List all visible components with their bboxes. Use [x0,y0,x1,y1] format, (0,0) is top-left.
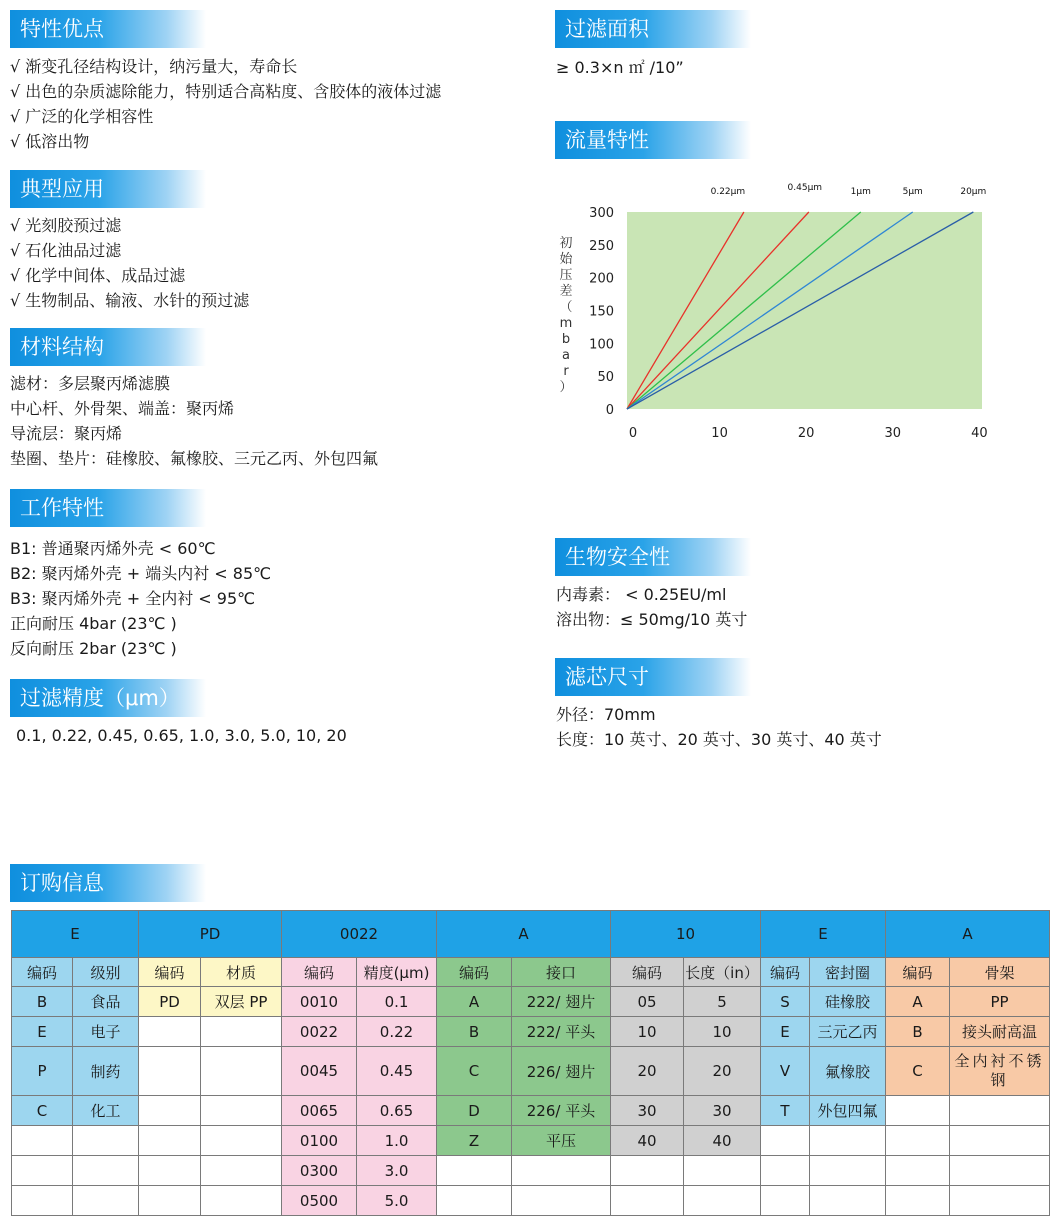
table-cell [886,1126,950,1156]
table-cell [139,1096,201,1126]
order-sub-header: 长度（in） [684,958,761,987]
table-cell [437,1186,512,1216]
table-cell: 0300 [282,1156,357,1186]
working-item: 正向耐压 4bar (23℃ ) [10,614,177,633]
order-top-cell: 10 [611,911,761,958]
applications-header: 典型应用 [10,170,206,208]
table-cell [611,1156,684,1186]
materials-item: 滤材：多层聚丙烯滤膜 [10,374,171,393]
table-cell [437,1156,512,1186]
table-cell: 20 [611,1047,684,1096]
order-header: 订购信息 [10,864,206,902]
table-cell: C [437,1047,512,1096]
materials-item: 中心杆、外骨架、端盖：聚丙烯 [10,399,235,418]
table-cell: PP [950,987,1050,1017]
table-cell: V [761,1047,810,1096]
order-sub-header: 接口 [512,958,611,987]
table-cell [201,1017,282,1047]
working-item: B1: 普通聚丙烯外壳 < 60℃ [10,539,216,558]
table-cell [73,1156,139,1186]
table-cell [201,1126,282,1156]
table-cell: C [12,1096,73,1126]
table-cell [886,1096,950,1126]
table-cell: P [12,1047,73,1096]
table-cell [12,1156,73,1186]
y-axis-label-char: 初 [559,236,573,251]
table-cell: 226/ 平头 [512,1096,611,1126]
working-item: 反向耐压 2bar (23℃ ) [10,639,177,658]
biosafety-item: 溶出物：≤ 50mg/10 英寸 [556,610,748,629]
features-header: 特性优点 [10,10,206,48]
table-cell: 40 [611,1126,684,1156]
materials-list [10,371,378,471]
y-tick-label: 250 [589,238,614,254]
table-cell: E [12,1017,73,1047]
y-tick-label: 100 [589,337,614,353]
y-axis-label-char: 始 [559,252,573,267]
y-axis-label-char: b [561,332,571,347]
table-cell [201,1186,282,1216]
order-top-cell: PD [139,911,282,958]
table-cell: 20 [684,1047,761,1096]
table-cell: 全内衬不锈钢 [950,1047,1050,1096]
table-cell [611,1186,684,1216]
table-row [12,1096,1050,1126]
table-cell [512,1186,611,1216]
table-cell: 0010 [282,987,357,1017]
x-tick-label: 20 [797,426,815,441]
table-cell: 食品 [73,987,139,1017]
order-sub-header: 骨架 [950,958,1050,987]
x-tick-label: 30 [884,426,902,441]
table-cell: 三元乙丙 [810,1017,886,1047]
precision-header: 过滤精度（μm） [10,679,206,717]
table-cell: 5.0 [357,1186,437,1216]
applications-item: √ 化学中间体、成品过滤 [10,266,186,285]
y-axis-label-char: m [559,316,573,331]
table-cell [12,1126,73,1156]
order-top-cell: E [12,911,139,958]
table-cell [139,1047,201,1096]
table-cell [201,1047,282,1096]
table-cell [950,1186,1050,1216]
table-row [12,987,1050,1017]
area-value: ≥ 0.3×n ㎡ /10” [556,58,684,77]
y-tick-label: 0 [605,403,614,418]
table-cell: PD [139,987,201,1017]
table-cell [886,1186,950,1216]
working-header: 工作特性 [10,489,206,527]
series-label: 1μm [850,187,871,197]
flow-header: 流量特性 [555,121,751,159]
table-cell [12,1186,73,1216]
table-cell: B [886,1017,950,1047]
table-cell [684,1156,761,1186]
materials-item: 导流层：聚丙烯 [10,424,123,443]
y-axis-label-char: 压 [559,268,573,283]
order-sub-header: 编码 [611,958,684,987]
table-cell [139,1126,201,1156]
table-cell: 222/ 平头 [512,1017,611,1047]
y-tick-label: 300 [589,206,614,221]
order-top-cell: A [437,911,611,958]
table-cell [73,1126,139,1156]
order-top-cell: 0022 [282,911,437,958]
precision-values: 0.1, 0.22, 0.45, 0.65, 1.0, 3.0, 5.0, 10, 20 [16,726,347,745]
order-top-cell: E [761,911,886,958]
materials-item: 垫圈、垫片：硅橡胶、氟橡胶、三元乙丙、外包四氟 [10,449,379,468]
order-sub-header: 编码 [437,958,512,987]
y-axis-label-char: 差 [559,284,573,299]
order-sub-header: 编码 [761,958,810,987]
table-cell: 222/ 翅片 [512,987,611,1017]
table-cell [201,1096,282,1126]
order-sub-header: 编码 [12,958,73,987]
biosafety-list [556,582,747,632]
table-cell: 氟橡胶 [810,1047,886,1096]
table-cell [684,1186,761,1216]
table-cell [139,1017,201,1047]
table-cell: Z [437,1126,512,1156]
table-cell: 3.0 [357,1156,437,1186]
series-label: 5μm [902,187,923,197]
table-cell: 30 [684,1096,761,1126]
table-cell: A [886,987,950,1017]
y-tick-label: 200 [589,271,614,287]
table-cell [73,1186,139,1216]
applications-list [10,213,249,313]
working-item: B2: 聚丙烯外壳 + 端头内衬 < 85℃ [10,564,272,583]
size-list [556,702,882,752]
table-cell: 10 [684,1017,761,1047]
order-sub-header: 编码 [886,958,950,987]
table-cell: D [437,1096,512,1126]
order-sub-header: 编码 [139,958,201,987]
x-tick-label: 0 [628,426,638,441]
table-cell: 05 [611,987,684,1017]
biosafety-header: 生物安全性 [555,538,751,576]
flow-chart [552,175,1002,450]
y-tick-label: 150 [589,304,614,320]
table-cell [950,1126,1050,1156]
table-cell: 0.45 [357,1047,437,1096]
y-axis-label-char: ） [559,380,573,395]
table-cell: 10 [611,1017,684,1047]
features-item: √ 低溶出物 [10,132,90,151]
y-axis-label-char: r [563,364,569,379]
table-cell: T [761,1096,810,1126]
order-table [11,910,1050,1216]
order-top-cell: A [886,911,1050,958]
y-tick-label: 50 [597,370,614,386]
table-row [12,1126,1050,1156]
series-label: 0.22μm [710,187,746,197]
table-cell: 30 [611,1096,684,1126]
applications-item: √ 石化油品过滤 [10,241,122,260]
table-cell: 0022 [282,1017,357,1047]
table-cell: 0.1 [357,987,437,1017]
table-cell: 0500 [282,1186,357,1216]
features-item: √ 广泛的化学相容性 [10,107,154,126]
table-cell: 外包四氟 [810,1096,886,1126]
table-cell [950,1096,1050,1126]
table-cell [761,1126,810,1156]
order-sub-header: 材质 [201,958,282,987]
x-tick-label: 10 [711,426,728,441]
y-axis-label-char: （ [559,300,573,315]
table-cell [950,1156,1050,1186]
table-row [12,1156,1050,1186]
applications-item: √ 生物制品、输液、水针的预过滤 [10,291,250,310]
table-cell: 0100 [282,1126,357,1156]
table-cell: 平压 [512,1126,611,1156]
series-label: 0.45μm [787,183,823,193]
table-cell: 0045 [282,1047,357,1096]
table-cell: 40 [684,1126,761,1156]
working-item: B3: 聚丙烯外壳 + 全内衬 < 95℃ [10,589,256,608]
table-cell: 电子 [73,1017,139,1047]
table-cell [139,1156,201,1186]
table-cell [810,1156,886,1186]
table-cell [139,1186,201,1216]
materials-header: 材料结构 [10,328,206,366]
table-row [12,1186,1050,1216]
order-sub-header: 编码 [282,958,357,987]
table-cell: 接头耐高温 [950,1017,1050,1047]
table-cell [201,1156,282,1186]
table-cell [761,1186,810,1216]
table-cell: 5 [684,987,761,1017]
y-axis-label-char: a [562,348,570,363]
size-item: 长度：10 英寸、20 英寸、30 英寸、40 英寸 [556,730,882,749]
area-header: 过滤面积 [555,10,751,48]
order-sub-header: 精度(μm) [357,958,437,987]
table-cell: E [761,1017,810,1047]
features-item: √ 出色的杂质滤除能力，特别适合高粘度、含胶体的液体过滤 [10,82,442,101]
table-cell: 双层 PP [201,987,282,1017]
working-list [10,536,271,661]
table-cell: 1.0 [357,1126,437,1156]
table-cell [761,1156,810,1186]
applications-item: √ 光刻胶预过滤 [10,216,122,235]
size-header: 滤芯尺寸 [555,658,751,696]
table-cell: A [437,987,512,1017]
table-cell: B [12,987,73,1017]
table-cell: 0065 [282,1096,357,1126]
table-cell: B [437,1017,512,1047]
y-axis-label [559,236,573,395]
table-cell [810,1186,886,1216]
table-cell: 制药 [73,1047,139,1096]
table-cell: 226/ 翅片 [512,1047,611,1096]
table-cell [886,1156,950,1186]
x-tick-label: 40 [971,426,988,441]
table-cell: S [761,987,810,1017]
table-cell [810,1126,886,1156]
features-item: √ 渐变孔径结构设计，纳污量大，寿命长 [10,57,298,76]
biosafety-item: 内毒素： < 0.25EU/ml [556,585,727,604]
table-cell: C [886,1047,950,1096]
table-row [12,1047,1050,1096]
order-sub-header: 密封圈 [810,958,886,987]
features-list [10,54,441,154]
table-cell [512,1156,611,1186]
table-cell: 0.65 [357,1096,437,1126]
table-cell: 化工 [73,1096,139,1126]
size-item: 外径：70mm [556,705,656,724]
table-cell: 0.22 [357,1017,437,1047]
order-sub-header: 级别 [73,958,139,987]
series-label: 20μm [960,187,987,197]
table-cell: 硅橡胶 [810,987,886,1017]
table-row [12,1017,1050,1047]
